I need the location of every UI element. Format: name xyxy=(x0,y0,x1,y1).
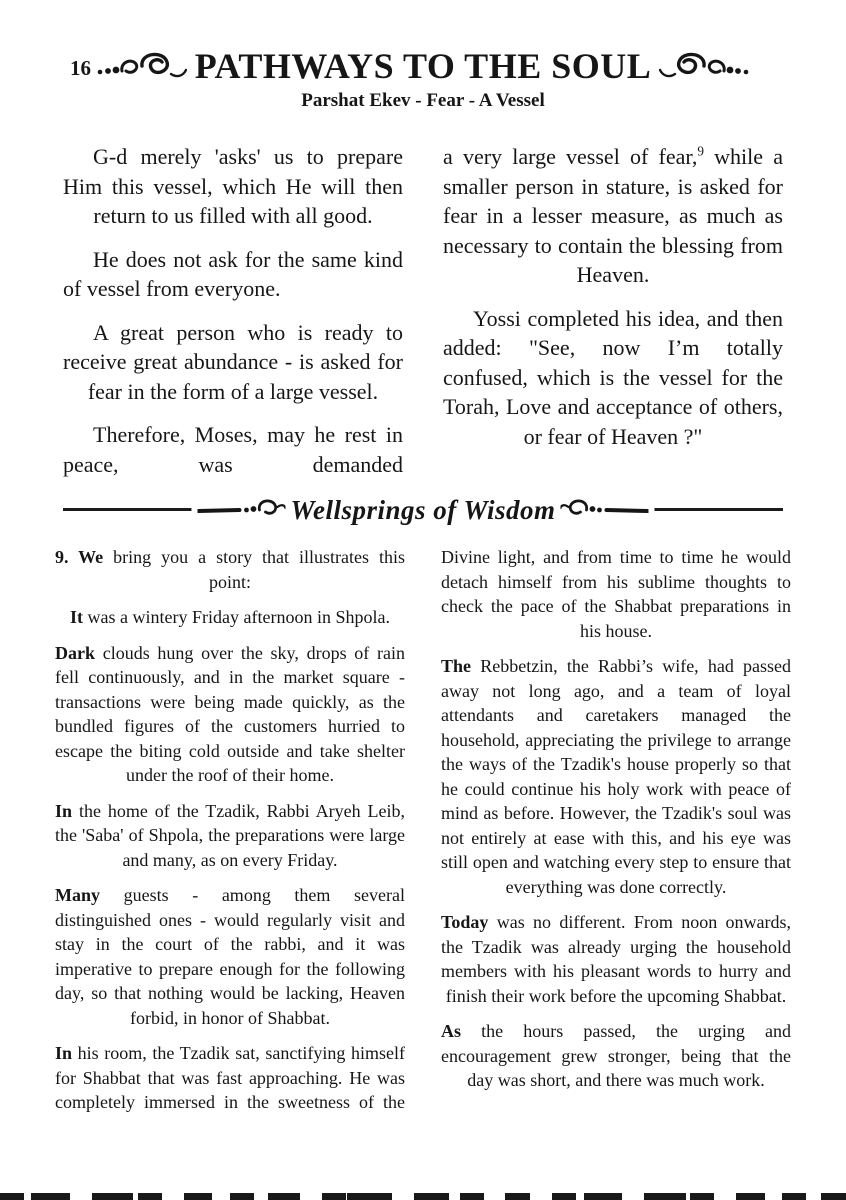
main-text-section xyxy=(63,142,783,479)
footnote-paragraph xyxy=(55,799,405,873)
lead-word: In xyxy=(55,800,73,821)
page-title: PATHWAYS TO THE SOUL xyxy=(194,46,652,86)
paragraph: He does not ask for the same kind of vessel from everyone. xyxy=(63,246,403,301)
footnote-left-column xyxy=(55,545,405,1115)
page-number: 16 xyxy=(70,56,91,80)
footnote-paragraph xyxy=(441,545,791,643)
lead-word: Today xyxy=(441,912,489,932)
lead-word: In xyxy=(55,1043,73,1063)
page-header xyxy=(0,0,846,112)
footnote-text: Divine light, and from time to time he would detach himself from his sublime thoughts to check the pace of the Shabbat preparations in his house. xyxy=(441,547,791,641)
paragraph: G-d merely 'asks' us to prepare Him this vessel, which He will then return to us filled with all good. xyxy=(63,144,403,228)
footnote-text: the hours passed, the urging and encouragement grew stronger, being that the day was short, and there was much work. xyxy=(441,1021,791,1090)
footnote-text: guests - among them several distinguished ones - would regularly visit and stay in the court of the rabbi, and it was imperative to prepare enough for the following day, so that nothing would be lacking, Heaven forbid, in honor of Shabbat. xyxy=(55,885,405,1028)
footnote-paragraph xyxy=(441,654,791,899)
footnote-text: his room, the Tzadik sat, sanctifying himself for Shabbat that was fast approaching. He was completely immersed in the sweetness of the xyxy=(55,1043,405,1112)
paragraph-text: while a smaller person in stature, is asked for fear in a lesser measure, as much as necessary to contain the blessing from Heaven. xyxy=(443,144,783,287)
footnote-paragraph xyxy=(55,605,405,630)
main-left-column xyxy=(63,142,403,479)
footnote-right-column xyxy=(441,545,791,1115)
paragraph: Yossi completed his idea, and then added: "See, now I’m totally confused, which is the vessel for the Torah, Love and acceptance of others, or fear of Heaven ?" xyxy=(443,305,783,449)
title-row xyxy=(0,48,846,84)
footnote-paragraph xyxy=(55,1041,405,1115)
footnote-paragraph xyxy=(55,641,405,788)
lead-word: 9. We xyxy=(55,547,104,567)
footnote-text: the home of the Tzadik, Rabbi Aryeh Leib, the 'Saba' of Shpola, the preparations were large and many, as on every Friday. xyxy=(55,800,406,870)
footnote-text: bring you a story that illustrates this point: xyxy=(113,547,405,592)
footnote-text: clouds hung over the sky, drops of rain fell continuously, and in the market square - transactions were being made quickly, as the bundled figures of the customers hurried to escape the biting cold outside and take shelter under the roof of their home. xyxy=(55,642,405,785)
right-flourish-icon xyxy=(659,48,751,84)
footnote-paragraph xyxy=(55,883,405,1030)
main-right-column xyxy=(443,142,783,479)
divider-label xyxy=(191,491,654,529)
lead-word: It xyxy=(70,607,84,627)
paragraph-text: a very large vessel of fear, xyxy=(443,144,698,169)
footnote-reference: 9 xyxy=(697,143,704,159)
divider-right-flourish-icon xyxy=(561,497,649,523)
paragraph xyxy=(443,142,783,290)
section-divider xyxy=(63,491,783,531)
paragraph: A great person who is ready to receive great abundance - is asked for fear in the form of a large vessel. xyxy=(63,319,403,404)
left-flourish-icon xyxy=(95,48,187,84)
lead-word: The xyxy=(441,656,472,676)
divider-title: Wellsprings of Wisdom xyxy=(290,494,556,525)
footnote-text: Rebbetzin, the Rabbi’s wife, had passed away not long ago, and a team of loyal attendants and caretakers managed the household, appreciating the privilege to arrange the ways of the Tzadik's house properly so that he could continue his holy work with peace of mind as before. However, the Tzadik's soul was not entirely at ease with this, and his eye was still open and watching every step to ensure that everything was done correctly. xyxy=(441,656,792,897)
footnote-paragraph xyxy=(441,1019,791,1093)
lead-word: As xyxy=(441,1021,462,1041)
lead-word: Many xyxy=(55,885,100,905)
scan-edge xyxy=(0,1193,846,1200)
footnote-section xyxy=(55,545,791,1115)
lead-word: Dark xyxy=(55,642,95,663)
footnote-text: was no different. From noon onwards, the Tzadik was already urging the household members with his pleasant words to hurry and finish their work before the upcoming Shabbat. xyxy=(441,912,792,1006)
paragraph: Therefore, Moses, may he rest in peace, was demanded xyxy=(63,422,403,477)
footnote-paragraph xyxy=(441,910,791,1008)
footnote-text: was a wintery Friday afternoon in Shpola. xyxy=(87,607,390,627)
footnote-paragraph xyxy=(55,545,405,594)
divider-left-flourish-icon xyxy=(197,497,285,523)
page-subtitle: Parshat Ekev - Fear - A Vessel xyxy=(301,90,545,111)
